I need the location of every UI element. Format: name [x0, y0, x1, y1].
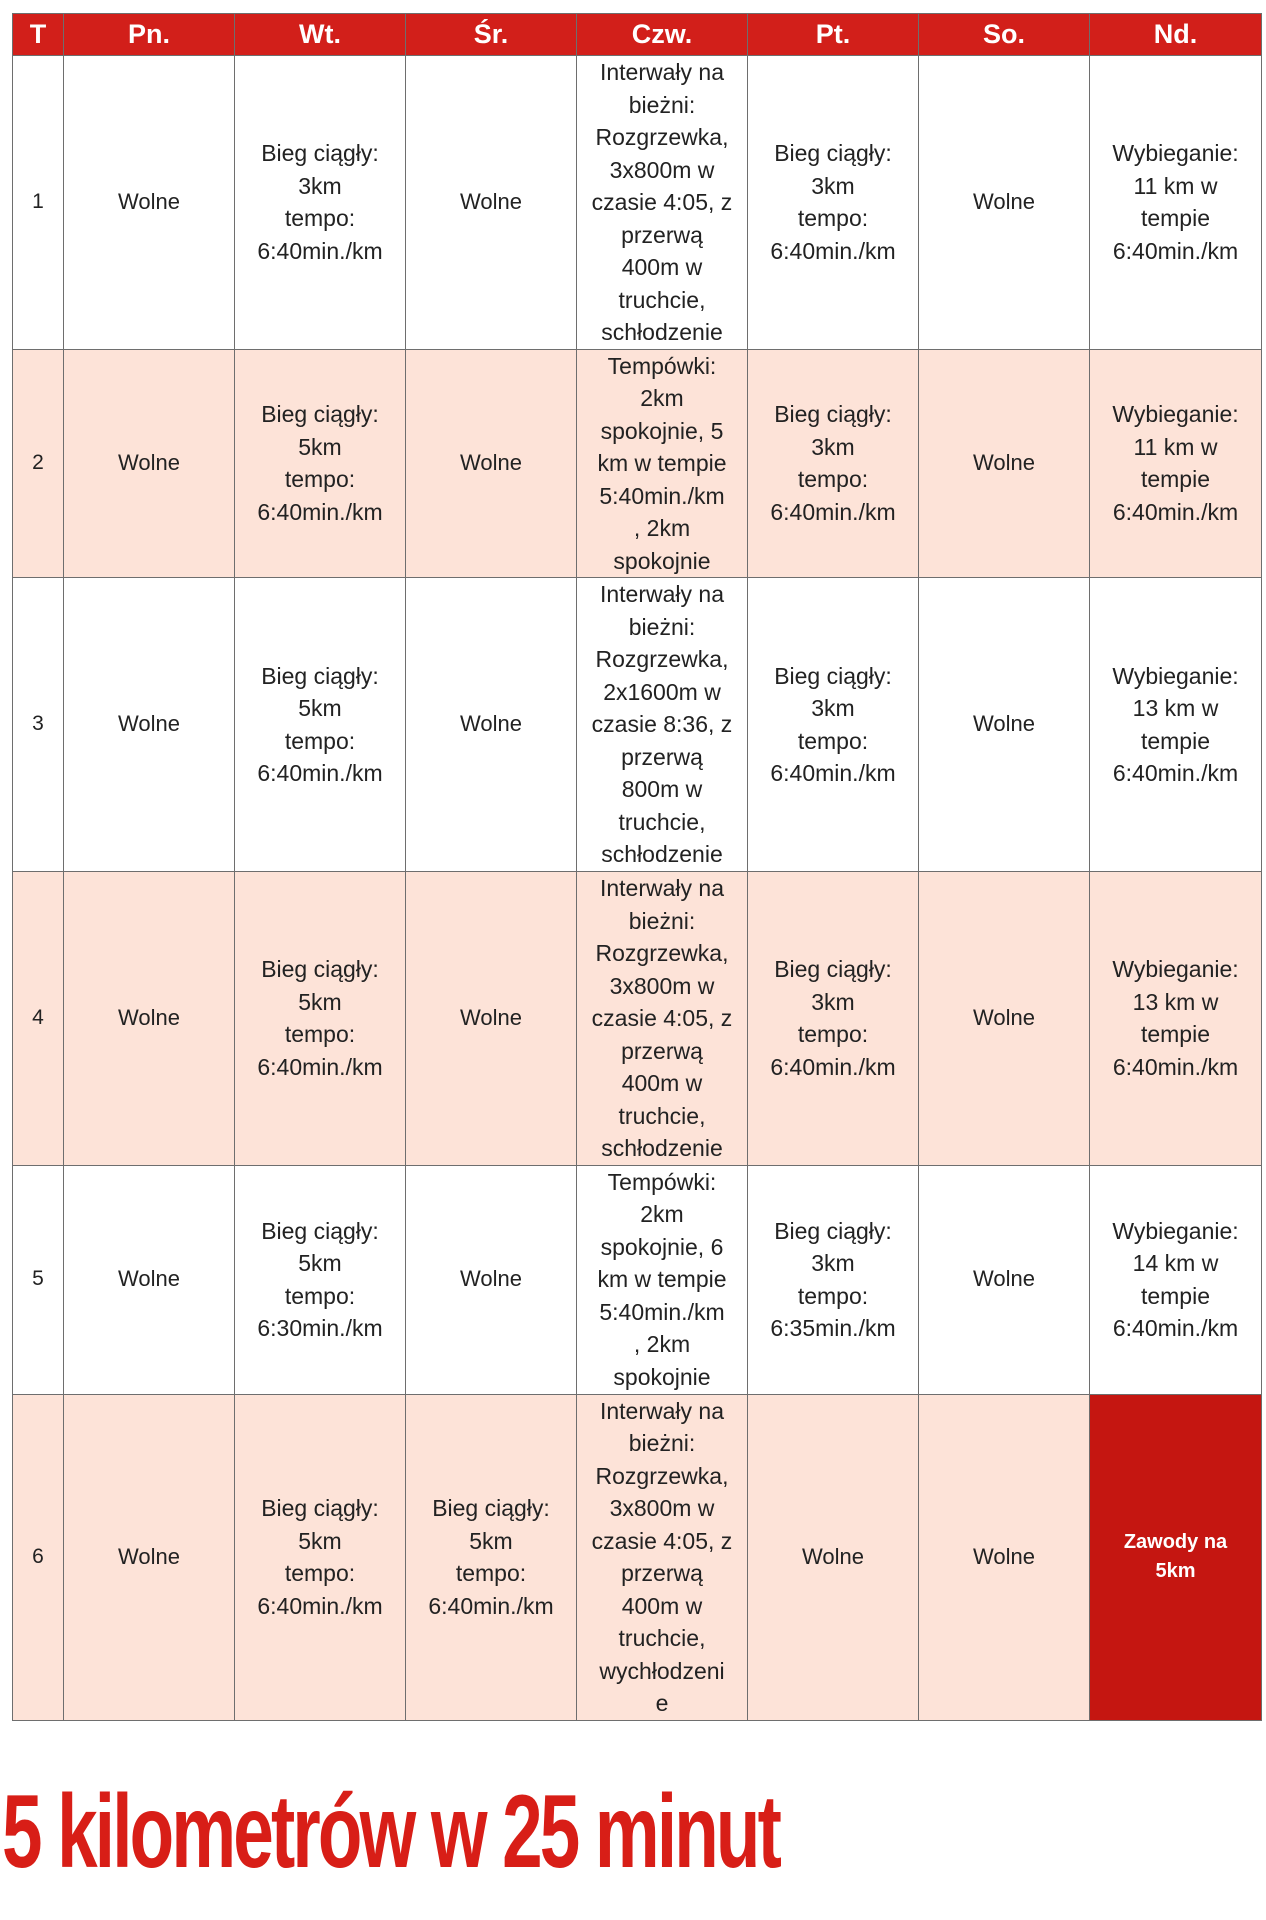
cell-monday: Wolne [64, 1394, 235, 1720]
cell-sunday: Wybieganie: 13 km w tempie 6:40min./km [1090, 872, 1262, 1166]
header-friday: Pt. [748, 14, 919, 56]
cell-tuesday: Bieg ciągły: 5km tempo: 6:40min./km [235, 578, 406, 872]
plan-title: 5 kilometrów w 25 minut [2, 1774, 780, 1890]
week-number: 6 [13, 1394, 64, 1720]
cell-thursday: Interwały na bieżni: Rozgrzewka, 2x1600m w czasie 8:36, z przerwą 800m w truchcie, schłodzenie [577, 578, 748, 872]
table-row [13, 1394, 1262, 1720]
cell-thursday: Tempówki: 2km spokojnie, 5 km w tempie 5:40min./km , 2km spokojnie [577, 349, 748, 578]
header-sunday: Nd. [1090, 14, 1262, 56]
cell-sunday: Wybieganie: 13 km w tempie 6:40min./km [1090, 578, 1262, 872]
cell-wednesday: Wolne [406, 578, 577, 872]
table-row [13, 872, 1262, 1166]
cell-tuesday: Bieg ciągły: 5km tempo: 6:40min./km [235, 872, 406, 1166]
cell-monday: Wolne [64, 578, 235, 872]
table-row [13, 578, 1262, 872]
table-row [13, 349, 1262, 578]
cell-wednesday: Wolne [406, 872, 577, 1166]
cell-friday: Wolne [748, 1394, 919, 1720]
cell-thursday: Interwały na bieżni: Rozgrzewka, 3x800m w czasie 4:05, z przerwą 400m w truchcie, schłodzenie [577, 872, 748, 1166]
table-row [13, 1165, 1262, 1394]
cell-thursday: Interwały na bieżni: Rozgrzewka, 3x800m w czasie 4:05, z przerwą 400m w truchcie, wychłodzeni e [577, 1394, 748, 1720]
cell-tuesday: Bieg ciągły: 3km tempo: 6:40min./km [235, 56, 406, 350]
week-number: 2 [13, 349, 64, 578]
cell-wednesday: Wolne [406, 56, 577, 350]
cell-saturday: Wolne [919, 56, 1090, 350]
cell-friday: Bieg ciągły: 3km tempo: 6:40min./km [748, 56, 919, 350]
header-saturday: So. [919, 14, 1090, 56]
cell-saturday: Wolne [919, 1394, 1090, 1720]
cell-friday: Bieg ciągły: 3km tempo: 6:40min./km [748, 872, 919, 1166]
cell-tuesday: Bieg ciągły: 5km tempo: 6:40min./km [235, 1394, 406, 1720]
cell-saturday: Wolne [919, 1165, 1090, 1394]
week-number: 1 [13, 56, 64, 350]
week-number: 5 [13, 1165, 64, 1394]
cell-wednesday: Wolne [406, 1165, 577, 1394]
header-thursday: Czw. [577, 14, 748, 56]
cell-thursday: Tempówki: 2km spokojnie, 6 km w tempie 5:40min./km , 2km spokojnie [577, 1165, 748, 1394]
header-week: T [13, 14, 64, 56]
cell-tuesday: Bieg ciągły: 5km tempo: 6:30min./km [235, 1165, 406, 1394]
header-tuesday: Wt. [235, 14, 406, 56]
cell-tuesday: Bieg ciągły: 5km tempo: 6:40min./km [235, 349, 406, 578]
cell-sunday: Wybieganie: 11 km w tempie 6:40min./km [1090, 349, 1262, 578]
cell-sunday: Wybieganie: 11 km w tempie 6:40min./km [1090, 56, 1262, 350]
cell-friday: Bieg ciągły: 3km tempo: 6:40min./km [748, 349, 919, 578]
training-plan-table [12, 13, 1262, 1721]
cell-thursday: Interwały na bieżni: Rozgrzewka, 3x800m w czasie 4:05, z przerwą 400m w truchcie, schłodzenie [577, 56, 748, 350]
cell-monday: Wolne [64, 1165, 235, 1394]
cell-wednesday: Wolne [406, 349, 577, 578]
header-row [13, 14, 1262, 56]
race-day-cell: Zawody na 5km [1090, 1394, 1262, 1720]
cell-saturday: Wolne [919, 872, 1090, 1166]
cell-friday: Bieg ciągły: 3km tempo: 6:40min./km [748, 578, 919, 872]
week-number: 3 [13, 578, 64, 872]
cell-saturday: Wolne [919, 349, 1090, 578]
cell-saturday: Wolne [919, 578, 1090, 872]
cell-monday: Wolne [64, 872, 235, 1166]
table-row [13, 56, 1262, 350]
cell-monday: Wolne [64, 349, 235, 578]
header-wednesday: Śr. [406, 14, 577, 56]
cell-sunday: Wybieganie: 14 km w tempie 6:40min./km [1090, 1165, 1262, 1394]
week-number: 4 [13, 872, 64, 1166]
cell-monday: Wolne [64, 56, 235, 350]
cell-friday: Bieg ciągły: 3km tempo: 6:35min./km [748, 1165, 919, 1394]
header-monday: Pn. [64, 14, 235, 56]
cell-wednesday: Bieg ciągły: 5km tempo: 6:40min./km [406, 1394, 577, 1720]
